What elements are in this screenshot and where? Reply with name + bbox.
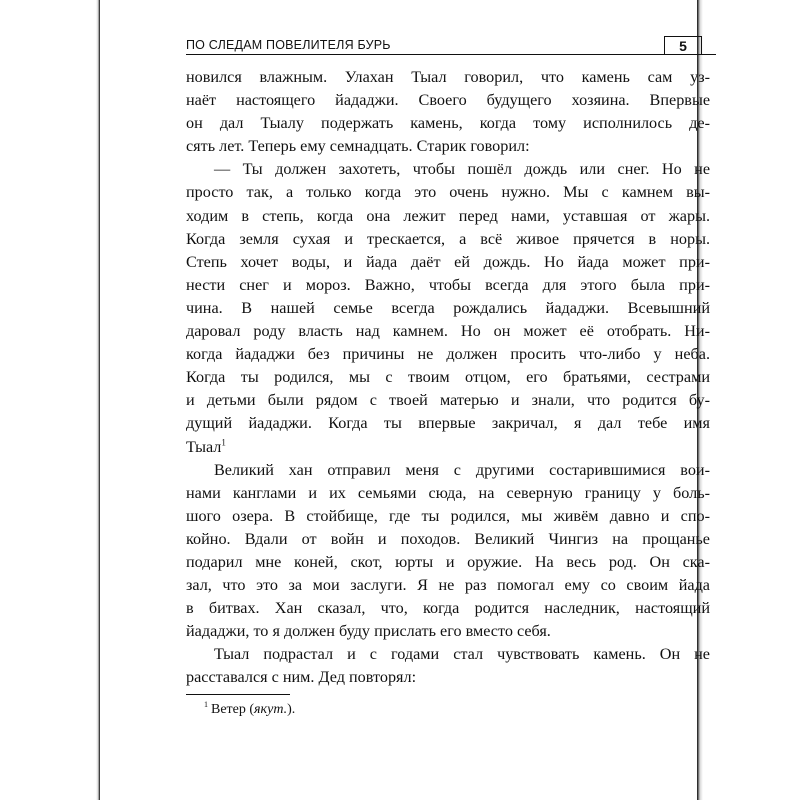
text-line: новился влажным. Улахан Тыал говорил, что камень сам уз- <box>186 68 710 86</box>
text-line: нами канглами и их семьями сюда, на северную границу у боль- <box>186 483 710 502</box>
footnote-divider <box>186 694 290 695</box>
text-line: подарил мне коней, скот, юрты и оружие. На весь род. Он ска- <box>186 552 710 571</box>
text-line: йададжи, то я должен буду прислать его вместо себя. <box>186 622 551 641</box>
text-line: Когда ты родился, мы с твоим отцом, его братьями, сестрами <box>186 368 710 387</box>
text-line: и детьми были рядом с твоей матерью и знали, что родится бу- <box>186 391 710 410</box>
text-line: нести снег и мороз. Важно, чтобы всегда для этого была при- <box>186 275 710 294</box>
page-number: 5 <box>664 36 702 55</box>
text-line: Великий хан отправил меня с другими состарившимися вои- <box>214 460 710 479</box>
running-head <box>186 36 716 55</box>
footnote-italic-text: якут. <box>254 702 288 717</box>
footnote-text-end: ). <box>287 702 296 717</box>
text-line: Тыал подрастал и с годами стал чувствовать камень. Он не <box>214 645 710 664</box>
text-line: Тыал <box>186 437 222 456</box>
text-line: — Ты должен захотеть, чтобы пошёл дождь или снег. Но не <box>214 160 710 179</box>
text-line: сять лет. Теперь ему семнадцать. Старик говорил: <box>186 137 530 156</box>
text-line: когда йададжи без причины не должен просить что-либо у неба. <box>186 345 710 364</box>
book-page <box>100 0 710 800</box>
text-line: он дал Тыалу подержать камень, когда тому исполнилось де- <box>186 114 710 133</box>
running-title: ПО СЛЕДАМ ПОВЕЛИТЕЛЯ БУРЬ <box>186 38 391 52</box>
body-text <box>186 66 710 690</box>
text-line: расставался с ним. Дед повторял: <box>186 668 417 687</box>
text-line: Когда земля сухая и трескается, а всё живое прячется в норы. <box>186 229 710 248</box>
left-page-edge <box>0 0 100 800</box>
footnote-text: Ветер ( <box>211 702 255 717</box>
text-line: просто так, а только когда это очень нужно. Мы с камнем вы- <box>186 183 710 202</box>
footnote-number: 1 <box>204 700 208 710</box>
text-line: Степь хочет воды, и йада даёт ей дождь. Но йада может при- <box>186 252 710 271</box>
right-page-edge <box>697 0 800 800</box>
text-line: даровал роду власть над камнем. Но он может её отобрать. Ни- <box>186 322 710 341</box>
text-line: шого озера. В стойбище, где ты родился, мы живём давно и спо- <box>186 506 710 525</box>
text-line-with-footnote <box>186 436 710 459</box>
text-line: наёт настоящего йададжи. Своего будущего хозяина. Впервые <box>186 91 710 110</box>
text-line: в битвах. Хан сказал, что, когда родится наследник, настоящий <box>186 599 710 618</box>
text-line: чина. В нашей семье всегда рождались йададжи. Всевышний <box>186 298 710 317</box>
text-line: дущий йададжи. Когда ты впервые закричал, я дал тебе имя <box>186 414 710 433</box>
text-line: ходим в степь, когда она лежит перед нами, уставшая от жары. <box>186 206 710 225</box>
footnote <box>204 702 295 718</box>
text-line: зал, что это за мои заслуги. Я не раз помогал ему со своим йада <box>186 576 710 595</box>
footnote-reference: 1 <box>221 437 226 448</box>
text-line: койно. Вдали от войн и походов. Великий Чингиз на прощанье <box>186 529 710 548</box>
